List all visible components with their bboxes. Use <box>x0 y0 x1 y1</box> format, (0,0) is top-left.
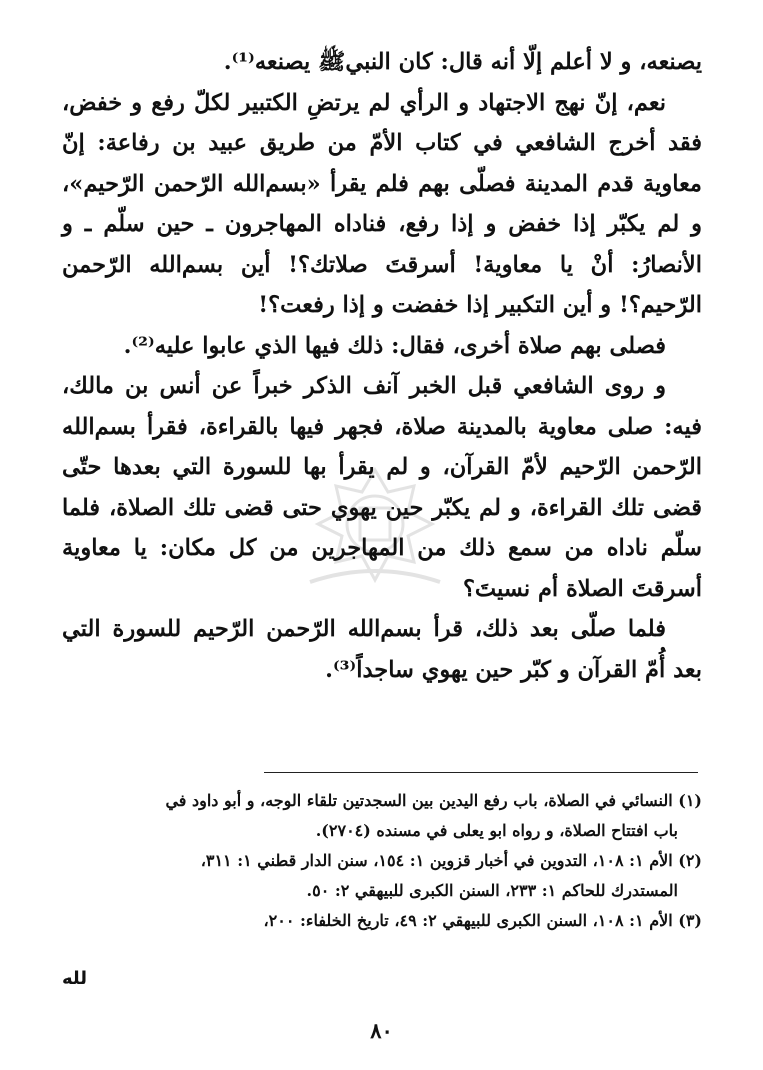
paragraph-3: فصلى بهم صلاة أخرى، فقال: ذلك فيها الذي عابوا عليه⁽²⁾. <box>123 332 666 359</box>
paragraph-2: نعم، إنّ نهج الاجتهاد و الرأي لم يرتضِ الكتبير لكلّ رفع و خفض، فقد أخرج الشافعي في كتاب الأمّ من طريق عبيد بن رفاعة: إنّ معاوية قدم المدينة فصلّى بهم فلم يقرأ «بسم‌الله الرّحمن الرّحيم»، و لم يكبّر إذا خفض و إذا رفع، فناداه المهاجرون ـ حين سلّم ـ و الأنصارُ: أنْ يا معاوية! أسرقتَ صلاتك؟! أين بسم‌الله الرّحمن الرّحيم؟! و أين التكبير إذا خفضت و إذا رفعت؟! <box>62 89 702 318</box>
footnote-divider <box>264 772 698 773</box>
footnote-3-line-1: (٣) الأم ١: ١٠٨، السنن الكبرى للبيهقي ٢: ٤٩، تاريخ الخلفاء: ٢٠٠، <box>263 911 702 930</box>
paragraph-1: يصنعه، و لا أعلم إلّا أنه قال: كان النبيﷺ يصنعه⁽¹⁾. <box>223 49 702 75</box>
footnote-1-line-2: باب افتتاح الصلاة، و رواه ابو يعلى في مسنده (٢٧٠٤). <box>315 821 678 840</box>
footnote-2-line-2: المستدرك للحاكم ١: ٢٣٣، السنن الكبرى للبيهقي ٢: ٥٠. <box>306 881 678 900</box>
page-number: ٨٠ <box>370 1018 393 1043</box>
footnote-2-line-1: (٢) الأم ١: ١٠٨، التدوين في أخبار قزوين ١: ١٥٤، سنن الدار قطني ١: ٣١١، <box>200 851 702 870</box>
continuation-mark: لله <box>62 968 88 989</box>
main-text <box>62 42 702 690</box>
paragraph-5: فلما صلّى بعد ذلك، قرأ بسم‌الله الرّحمن الرّحيم للسورة التي بعد أُمّ القرآن و كبّر حين يهوي ساجداً⁽³⁾. <box>62 616 702 683</box>
paragraph-4: و روى الشافعي قبل الخبر آنف الذكر خبراً عن أنس بن مالك، فيه: صلى معاوية بالمدينة صلاة، فجهر فيها بالقراءة، فقرأ بسم‌الله الرّحمن الرّحيم لأمّ القرآن، و لم يقرأ بها للسورة التي بعدها حتّى قضى تلك القراءة، و لم يكبّر حين يهوي حتى قضى تلك الصلاة، فلما سلّم ناداه من سمع ذلك من المهاجرين من كل مكان: يا معاوية أسرقتَ الصلاة أم نسيتَ؟ <box>62 373 702 602</box>
footnote-1-line-1: (١) النسائي في الصلاة، باب رفع اليدين بين السجدتين تلقاء الوجه، و أبو داود في <box>165 791 702 810</box>
footnotes <box>62 786 702 936</box>
